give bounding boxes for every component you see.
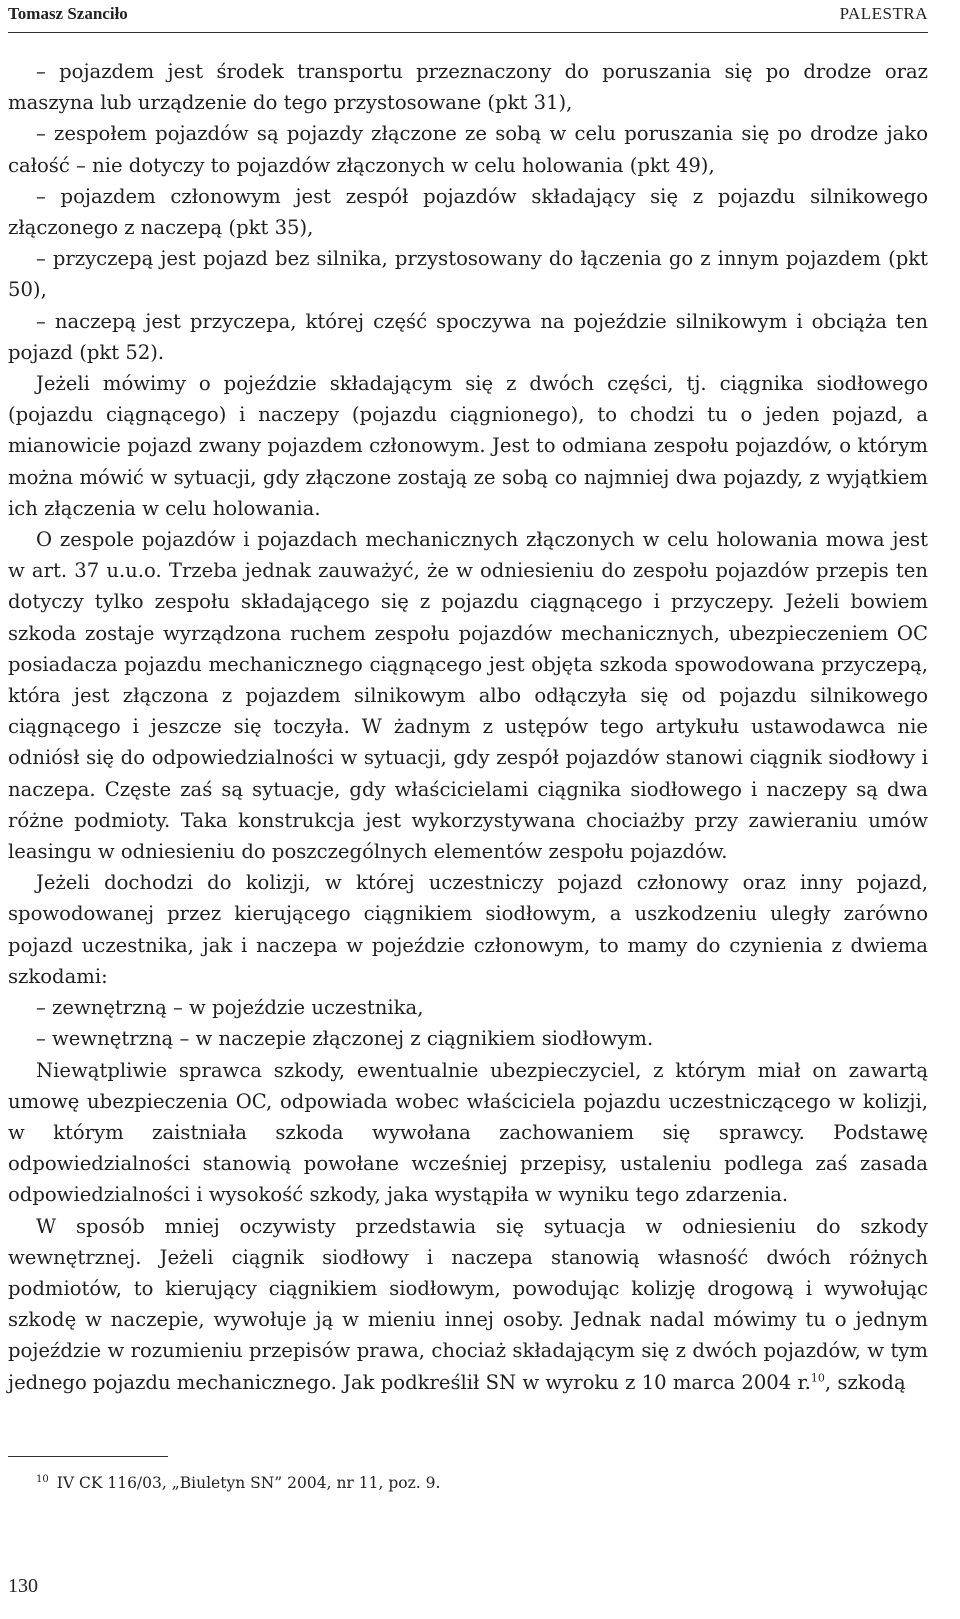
- footnote: [36, 1474, 440, 1492]
- definition-przyczepa: – przyczepą jest pojazd bez silnika, przystosowany do łączenia go z innym pojazdem (pkt 50),: [8, 247, 928, 302]
- page-number: 130: [8, 1575, 38, 1597]
- definition-naczepa: – naczepą jest przyczepa, której część spoczywa na pojeździe silnikowym i obciąża ten pojazd (pkt 52).: [8, 309, 928, 364]
- footnote-reference[interactable]: 10: [810, 1371, 825, 1384]
- running-header: [8, 0, 928, 33]
- body-paragraph: Niewątpliwie sprawca szkody, ewentualnie ubezpieczyciel, z którym miał on zawartą umowę ubezpieczenia OC, odpowiada wobec właściciela pojazdu uczestniczącego w kolizji, w którym zaistniała szkoda wywołana zachowaniem się sprawcy. Podstawę odpowiedzialności stanowią powołane wcześniej przepisy, ustaleniu podlega zaś zasada odpowiedzialności i wysokość szkody, jaka wystąpiła w wyniku tego zdarzenia.: [8, 1058, 928, 1207]
- article-body: [8, 56, 928, 1398]
- running-header-journal: PALESTRA: [839, 4, 928, 23]
- definition-pojazd-czlonowy: – pojazdem członowym jest zespół pojazdów składający się z pojazdu silnikowego złączonego z naczepą (pkt 35),: [8, 184, 928, 240]
- running-header-author: Tomasz Szanciło: [8, 4, 128, 23]
- footnote-text: IV CK 116/03, „Biuletyn SN” 2004, nr 11, poz. 9.: [56, 1474, 441, 1492]
- definition-zespol-pojazdow: – zespołem pojazdów są pojazdy złączone ze sobą w celu poruszania się po drodze jako całość – nie dotyczy to pojazdów złączonych w celu holowania (pkt 49),: [8, 122, 928, 177]
- paragraph-tail: , szkodą: [824, 1370, 906, 1394]
- footnote-number: 10: [36, 1473, 49, 1485]
- body-paragraph-with-footnote: [8, 1211, 928, 1398]
- body-paragraph: O zespole pojazdów i pojazdach mechanicznych złączonych w celu holowania mowa jest w art. 37 u.u.o. Trzeba jednak zauważyć, że w odniesieniu do zespołu pojazdów przepis ten dotyczy tylko zespołu składającego się z pojazdu ciągnącego i przyczepy. Jeżeli bowiem szkoda zostaje wyrządzona ruchem zespołu pojazdów mechanicznych, ubezpieczeniem OC posiadacza pojazdu mechanicznego ciągnącego jest objęta szkoda spowodowana przyczepą, która jest złączona z pojazdem silnikowym albo odłączyła się od pojazdu silnikowego ciągnącego i jeszcze się toczyła. W żadnym z ustępów tego artykułu ustawodawca nie odniósł się do odpowiedzialności w sytuacji, gdy zespół pojazdów stanowi ciągnik siodłowy i naczepa. Częste zaś są sytuacje, gdy właścicielami ciągnika siodłowego i naczepy są dwa różne podmioty. Taka konstrukcja jest wykorzystywana chociażby przy zawieraniu umów leasingu w odniesieniu do poszczególnych elementów zespołu pojazdów.: [8, 528, 928, 864]
- list-item-external-damage: – zewnętrzną – w pojeździe uczestnika,: [36, 996, 424, 1020]
- body-paragraph: Jeżeli dochodzi do kolizji, w której uczestniczy pojazd członowy oraz inny pojazd, spowodowanej przez kierującego ciągnikiem siodłowym, a uszkodzeniu uległy zarówno pojazd uczestnika, jak i naczepa w pojeździe członowym, to mamy do czynienia z dwiema szkodami:: [8, 871, 928, 988]
- paragraph-text: W sposób mniej oczywisty przedstawia się sytuacja w odniesieniu do szkody wewnętrznej. Jeżeli ciągnik siodłowy i naczepa stanowią własność dwóch różnych podmiotów, to kierujący ciągnikiem siodłowym, powodując kolizję drogową i wywołując szkodę w naczepie, wywołuje ją w mieniu innej osoby. Jednak nadal mówimy tu o jednym pojeździe w rozumieniu przepisów prawa, chociaż składającym się z dwóch pojazdów, w tym jednego pojazdu mechanicznego. Jak podkreślił SN w wyroku z 10 marca 2004 r.: [8, 1214, 928, 1394]
- body-paragraph: Jeżeli mówimy o pojeździe składającym się z dwóch części, tj. ciągnika siodłowego (pojazdu ciągnącego) i naczepy (pojazdu ciągnionego), to chodzi tu o jeden pojazd, a mianowicie pojazd zwany pojazdem członowym. Jest to odmiana zespołu pojazdów, o którym można mówić w sytuacji, gdy złączone zostają ze sobą co najmniej dwa pojazdy, z wyjątkiem ich złączenia w celu holowania.: [8, 372, 928, 520]
- definition-pojazd: – pojazdem jest środek transportu przeznaczony do poruszania się po drodze oraz maszyna lub urządzenie do tego przystosowane (pkt 31),: [8, 60, 928, 115]
- footnote-divider: [8, 1456, 168, 1457]
- list-item-internal-damage: – wewnętrzną – w naczepie złączonej z ciągnikiem siodłowym.: [36, 1027, 654, 1051]
